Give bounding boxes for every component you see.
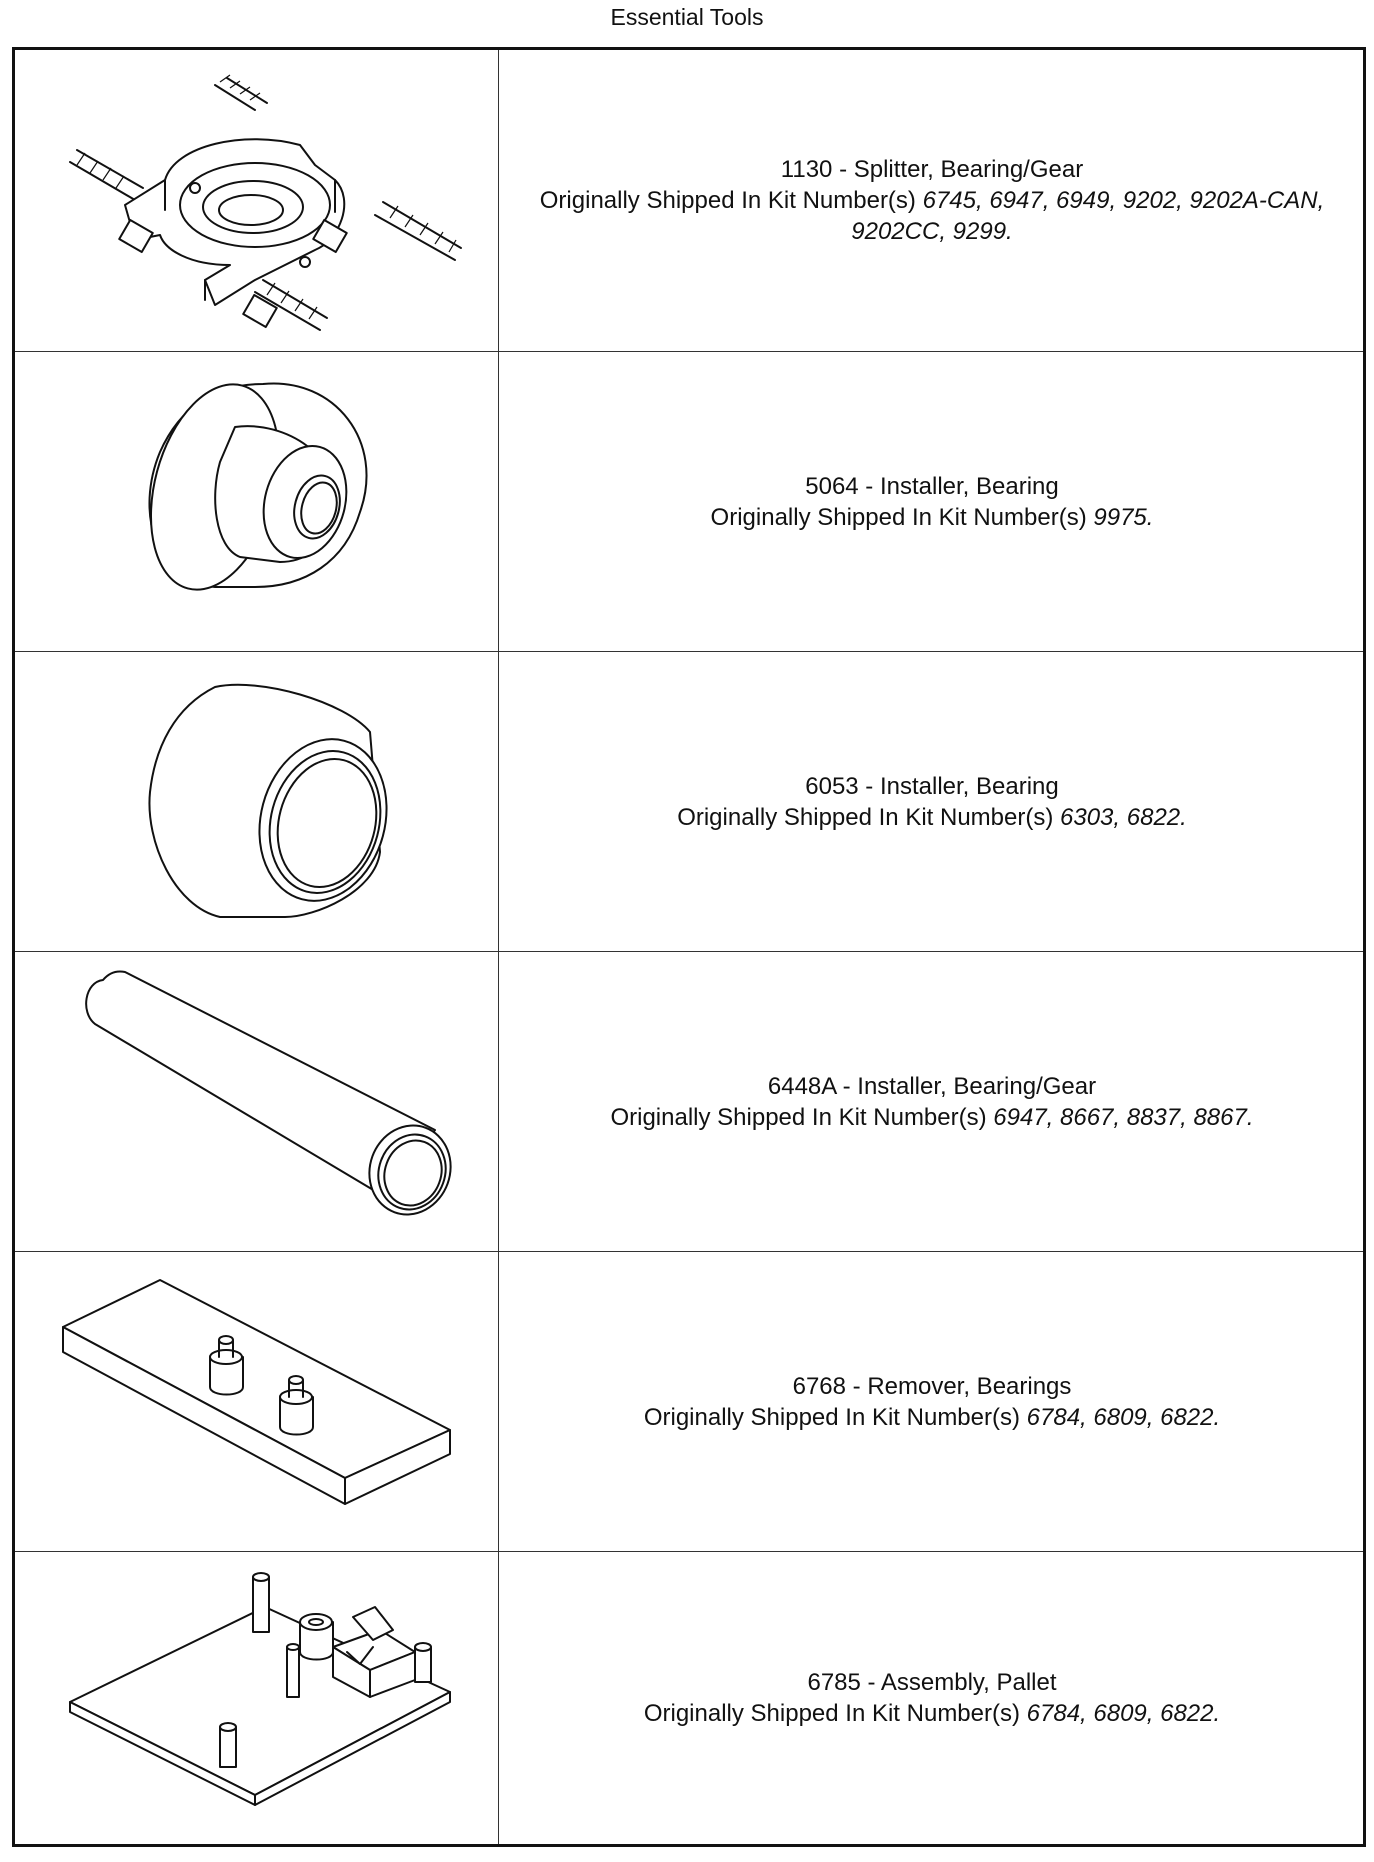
table-row [15, 351, 1363, 651]
tool-description [512, 471, 1352, 533]
tool-description [512, 1071, 1352, 1133]
kit-numbers: 6947, 8667, 8837, 8867. [993, 1103, 1254, 1131]
tool-description [512, 1667, 1352, 1729]
shipped-label: Originally Shipped In Kit Number(s) [643, 1700, 1020, 1727]
shipped-label: Originally Shipped In Kit Number(s) [710, 503, 1087, 531]
kit-numbers: 9975. [1093, 503, 1154, 531]
kit-numbers: 9202CC, 9299. [851, 218, 1013, 245]
shipped-label: Originally Shipped In Kit Number(s) [643, 1403, 1020, 1431]
tools-table [12, 47, 1366, 1847]
table-row [15, 1251, 1363, 1551]
table-row [15, 50, 1363, 351]
sleeve-installer-icon [15, 652, 499, 951]
pallet-assembly-icon [15, 1552, 499, 1844]
remover-plate-icon [15, 1252, 499, 1551]
table-row [15, 951, 1363, 1251]
kit-numbers: 6303, 6822. [1060, 803, 1187, 831]
tube-installer-icon [15, 952, 499, 1251]
kit-numbers: 6784, 6809, 6822. [1026, 1700, 1221, 1727]
tool-title: 6448A - Installer, Bearing/Gear [767, 1072, 1097, 1100]
kit-numbers: 6745, 6947, 6949, 9202, 9202A-CAN, [922, 187, 1325, 214]
tool-description [512, 1371, 1352, 1433]
table-row [15, 1551, 1363, 1844]
tool-title: 6768 - Remover, Bearings [792, 1372, 1072, 1400]
bearing-installer-icon [15, 352, 499, 651]
page-title: Essential Tools [610, 4, 764, 30]
tool-title: 5064 - Installer, Bearing [805, 472, 1059, 500]
shipped-label: Originally Shipped In Kit Number(s) [539, 187, 916, 214]
tool-title: 6785 - Assembly, Pallet [807, 1669, 1057, 1696]
tool-description [512, 771, 1352, 833]
bearing-splitter-icon [15, 50, 499, 351]
table-row [15, 651, 1363, 951]
shipped-label: Originally Shipped In Kit Number(s) [677, 803, 1054, 831]
kit-numbers: 6784, 6809, 6822. [1026, 1403, 1221, 1431]
tool-description [512, 154, 1352, 247]
tool-title: 1130 - Splitter, Bearing/Gear [780, 156, 1084, 183]
shipped-label: Originally Shipped In Kit Number(s) [610, 1103, 987, 1131]
tool-title: 6053 - Installer, Bearing [805, 772, 1059, 800]
